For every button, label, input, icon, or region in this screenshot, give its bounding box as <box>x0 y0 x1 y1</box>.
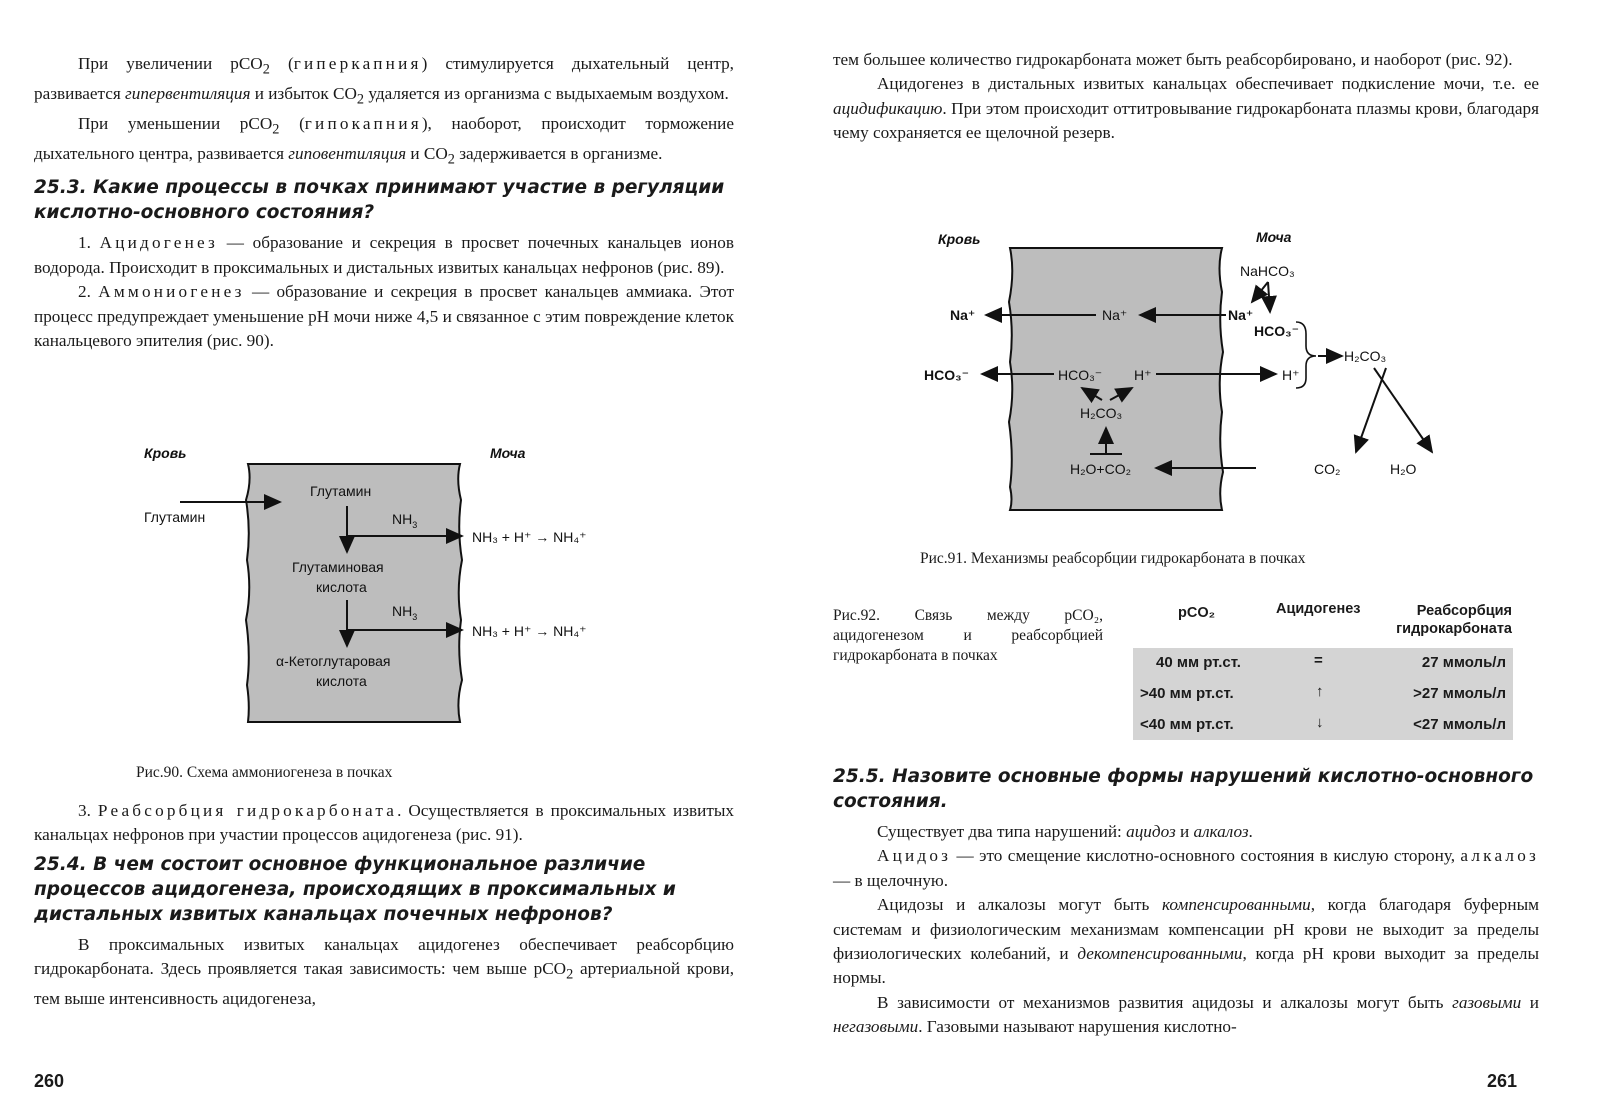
table-cell: ↓ <box>1316 714 1324 731</box>
table-cell: >40 мм рт.ст. <box>1140 685 1234 702</box>
table-cell: 40 мм рт.ст. <box>1156 654 1241 671</box>
heading-25-4: 25.4. В чем состоит основное функциональное различие процессов ацидогенеза, происходящих в проксимальных и дистальных извитых канальцах почечных нефронов? <box>34 853 676 925</box>
label-h2co3-lumen: H₂CO₃ <box>1344 348 1387 364</box>
caption-figure-91: Рис.91. Механизмы реабсорбции гидрокарбоната в почках <box>920 550 1306 567</box>
label-glutamic-acid-2: кислота <box>316 579 367 595</box>
label-h-lumen: H⁺ <box>1282 367 1300 383</box>
caption-figure-90: Рис.90. Схема аммониогенеза в почках <box>136 764 393 781</box>
label-hco3-lumen: HCO₃⁻ <box>1254 323 1299 339</box>
heading-25-5: 25.5. Назовите основные формы нарушений кислотно-основного состояния. <box>833 766 1534 812</box>
table-cell: <40 мм рт.ст. <box>1140 716 1234 733</box>
label-blood: Кровь <box>144 445 187 461</box>
label-h2co3-cell: H₂CO₃ <box>1080 405 1123 421</box>
reaction-2: NH₃ + H⁺ → NH₄⁺ <box>472 623 587 639</box>
arrow-nahco3-hco3 <box>1268 282 1270 312</box>
heading-25-3: 25.3. Какие процессы в почках принимают участие в регуляции кислотно-основного состояния? <box>34 177 725 224</box>
label-h2o: H₂O <box>1390 461 1417 477</box>
label-glutamine-cell: Глутамин <box>310 483 372 499</box>
label-h2o-co2: H₂O+CO₂ <box>1070 461 1132 477</box>
paragraph-compensation: Ацидозы и алкалозы могут быть компенсированными, когда благодаря буферным системам и физиологическим механизмам компенсации pH крови не выходит за пределы физиологических колебаний, и декомпенсированными, когда pH крови выходит за пределы нормы. <box>833 895 1539 988</box>
label-na-blood: Na⁺ <box>950 307 976 323</box>
left-text-bottom <box>34 799 734 1011</box>
table-header-reabsorption: Реабсорбция гидрокарбоната <box>1396 603 1512 637</box>
list-item-acidogenesis: 1. Ацидогенез — образование и секреция в просвет почечных канальцев ионов водорода. Происходит в проксимальных и дистальных извитых канальцах нефронов (рис. 89). <box>34 233 734 277</box>
label-ketoglutarate-2: кислота <box>316 673 367 689</box>
label-glutamine-blood: Глутамин <box>144 509 206 525</box>
label-urine: Моча <box>490 445 526 461</box>
paragraph-hypocapnia: При уменьшении pCO$_2$ (гипокапния), наоборот, происходит торможение дыхательного центра, развивается гиповентиляция и $CO_2$ задерживается в организме. <box>34 113 734 167</box>
figure-90-ammoniogenesis <box>130 440 650 740</box>
label-hco3-cell: HCO₃⁻ <box>1058 367 1103 383</box>
label-blood: Кровь <box>938 231 981 247</box>
paragraph-types: Существует два типа нарушений: ацидоз и алкалоз. <box>877 822 1253 841</box>
table-cell: ↑ <box>1316 683 1324 700</box>
list-item-ammoniogenesis: 2. Аммониогенез — образование и секреция в просвет канальцев аммиака. Этот процесс предупреждает уменьшение pH мочи ниже 4,5 и связанное с этим повреждение клеток канальцевого эпителия (рис. 90). <box>34 282 734 350</box>
label-ketoglutarate-1: α-Кетоглутаровая <box>276 653 391 669</box>
table-cell: 27 ммоль/л <box>1421 654 1506 671</box>
page-260 <box>0 0 790 1106</box>
label-urine: Моча <box>1256 229 1292 245</box>
label-nahco3: NaHCO₃ <box>1240 263 1295 279</box>
paragraph-gas-forms: В зависимости от механизмов развития ацидозы и алкалозы могут быть газовыми и негазовыми. Газовыми называют нарушения кислотно- <box>833 992 1540 1037</box>
label-h-cell: H⁺ <box>1134 367 1152 383</box>
paragraph-hypercapnia: При увеличении pCO$_2$ (гиперкапния) стимулируется дыхательный центр, развивается гипервентиляция и избыток $CO_2$ удаляется из организма с выдыхаемым воздухом. <box>34 54 734 108</box>
table-cell: = <box>1314 652 1323 669</box>
reaction-1: NH₃ + H⁺ → NH₄⁺ <box>472 529 587 545</box>
page-number: 260 <box>34 1071 65 1091</box>
arrow-to-h2o <box>1374 368 1432 452</box>
right-text-top <box>833 48 1539 146</box>
table-cell: >27 ммоль/л <box>1413 685 1506 702</box>
arrow-nahco3-na <box>1252 282 1268 302</box>
paragraph-continuation: тем большее количество гидрокарбоната может быть реабсорбировано, и наоборот (рис. 92). <box>833 50 1513 69</box>
list-item-reabsorption: 3. Реабсорбция гидрокарбоната. Осуществляется в проксимальных извитых канальцах нефронов при участии процессов ацидогенеза (рис. 91). <box>34 801 735 845</box>
table-header-acidogenesis: Ацидогенез <box>1276 601 1361 617</box>
table-cell: <27 ммоль/л <box>1413 716 1506 733</box>
caption-figure-92: Рис.92. Связь между pCO₂, ацидогенезом и реабсорбцией гидрокарбоната в почках <box>833 607 1103 664</box>
left-text-top <box>34 52 734 353</box>
label-na-cell: Na⁺ <box>1102 307 1128 323</box>
label-nh3-1: $NH_3$ <box>392 511 418 530</box>
label-na-lumen: Na⁺ <box>1228 307 1254 323</box>
page-number: 261 <box>1487 1071 1518 1091</box>
table-header-pco2: pCO₂ <box>1178 605 1216 621</box>
label-co2: CO₂ <box>1314 461 1341 477</box>
label-hco3-blood: HCO₃⁻ <box>924 367 969 383</box>
page-261 <box>800 0 1600 1106</box>
right-text-bottom <box>833 760 1539 1040</box>
paragraph-distal: Ацидогенез в дистальных извитых канальцах обеспечивает подкисление мочи, т.е. ее ацидификацию. При этом происходит оттитровывание гидрокарбоната плазмы крови, благодаря чему сохраняется ее щелочной резерв. <box>833 74 1539 143</box>
paragraph-proximal: В проксимальных извитых канальцах ацидогенез обеспечивает реабсорбцию гидрокарбоната. Здесь проявляется такая зависимость: чем выше pCO$_2$ артериальной крови, тем выше интенсивность ацидогенеза, <box>34 934 734 1009</box>
figure-91-bicarbonate <box>910 222 1450 522</box>
paragraph-acidosis-definition: Ацидоз — это смещение кислотно-основного состояния в кислую сторону, алкалоз — в щелочную. <box>833 846 1539 890</box>
label-glutamic-acid-1: Глутаминовая <box>292 559 384 575</box>
label-nh3-2: $NH_3$ <box>392 603 418 622</box>
